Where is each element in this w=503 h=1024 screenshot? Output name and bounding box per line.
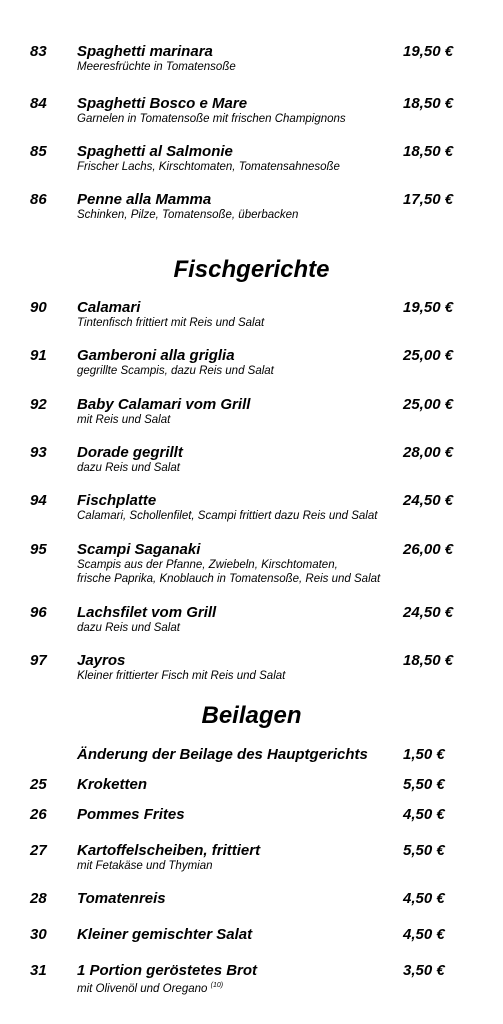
item-price: 5,50 € <box>403 776 445 793</box>
item-name: Änderung der Beilage des Hauptgerichts <box>77 746 368 763</box>
item-name: Penne alla Mamma <box>77 191 212 208</box>
item-number: 92 <box>30 396 47 413</box>
item-name: Dorade gegrillt <box>77 444 183 461</box>
item-price: 18,50 € <box>403 95 454 112</box>
item-number: 85 <box>30 143 47 160</box>
item-price: 18,50 € <box>403 143 454 160</box>
item-price: 24,50 € <box>403 604 454 621</box>
item-number: 91 <box>30 347 47 364</box>
item-price: 5,50 € <box>403 842 445 859</box>
item-description: mit Reis und Salat <box>77 414 171 426</box>
item-description: Calamari, Schollenfilet, Scampi frittiert dazu Reis und Salat <box>77 510 378 522</box>
item-price: 1,50 € <box>403 746 445 763</box>
item-number: 84 <box>30 95 47 112</box>
item-name: Spaghetti marinara <box>77 43 213 60</box>
item-price: 26,00 € <box>403 541 454 558</box>
item-name: Jayros <box>77 652 126 669</box>
item-price: 17,50 € <box>403 191 454 208</box>
item-name: Spaghetti Bosco e Mare <box>77 95 248 112</box>
item-description: Schinken, Pilze, Tomatensoße, überbacken <box>77 209 299 221</box>
item-description: Frischer Lachs, Kirschtomaten, Tomatensahnesoße <box>77 161 340 173</box>
item-number: 27 <box>30 842 47 859</box>
item-name: Scampi Saganaki <box>77 541 201 558</box>
item-name: Pommes Frites <box>77 806 185 823</box>
item-description <box>77 979 223 996</box>
item-description: mit Fetakäse und Thymian <box>77 860 213 872</box>
item-name: Kartoffelscheiben, frittiert <box>77 842 261 859</box>
item-number: 95 <box>30 541 47 558</box>
allergen-footnote: (10) <box>210 982 224 989</box>
item-description-text: mit Olivenöl und Oregano <box>77 982 208 995</box>
item-number: 25 <box>30 776 47 793</box>
item-name: 1 Portion geröstetes Brot <box>77 962 258 979</box>
item-price: 4,50 € <box>403 926 445 943</box>
item-description: gegrillte Scampis, dazu Reis und Salat <box>77 365 274 377</box>
item-name: Lachsfilet vom Grill <box>77 604 217 621</box>
item-name: Tomatenreis <box>77 890 166 907</box>
item-price: 19,50 € <box>403 43 454 60</box>
item-price: 4,50 € <box>403 890 445 907</box>
item-price: 4,50 € <box>403 806 445 823</box>
section-heading-beilagen: Beilagen <box>201 702 302 729</box>
item-number: 30 <box>30 926 47 943</box>
item-number: 28 <box>30 890 47 907</box>
item-number: 86 <box>30 191 47 208</box>
item-description: dazu Reis und Salat <box>77 462 180 474</box>
item-name: Kroketten <box>77 776 148 793</box>
section-heading-fischgerichte: Fischgerichte <box>173 256 330 283</box>
item-description: frische Paprika, Knoblauch in Tomatensoße, Reis und Salat <box>77 573 381 585</box>
item-price: 25,00 € <box>403 396 454 413</box>
item-price: 24,50 € <box>403 492 454 509</box>
item-description: Garnelen in Tomatensoße mit frischen Champignons <box>77 113 346 125</box>
item-description: Kleiner frittierter Fisch mit Reis und Salat <box>77 670 286 682</box>
item-description: Tintenfisch frittiert mit Reis und Salat <box>77 317 265 329</box>
item-price: 18,50 € <box>403 652 454 669</box>
item-number: 96 <box>30 604 47 621</box>
item-name: Spaghetti al Salmonie <box>77 143 233 160</box>
item-number: 83 <box>30 43 47 60</box>
item-number: 97 <box>30 652 47 669</box>
item-number: 31 <box>30 962 47 979</box>
item-price: 28,00 € <box>403 444 454 461</box>
item-price: 3,50 € <box>403 962 445 979</box>
item-name: Kleiner gemischter Salat <box>77 926 253 943</box>
item-description: Meeresfrüchte in Tomatensoße <box>77 61 236 73</box>
item-name: Fischplatte <box>77 492 157 509</box>
item-number: 90 <box>30 299 47 316</box>
item-description: dazu Reis und Salat <box>77 622 180 634</box>
item-name: Calamari <box>77 299 141 316</box>
item-number: 94 <box>30 492 47 509</box>
item-name: Baby Calamari vom Grill <box>77 396 251 413</box>
item-number: 26 <box>30 806 47 823</box>
item-number: 93 <box>30 444 47 461</box>
item-description: Scampis aus der Pfanne, Zwiebeln, Kirschtomaten, <box>77 559 338 571</box>
item-price: 25,00 € <box>403 347 454 364</box>
item-price: 19,50 € <box>403 299 454 316</box>
item-name: Gamberoni alla griglia <box>77 347 235 364</box>
